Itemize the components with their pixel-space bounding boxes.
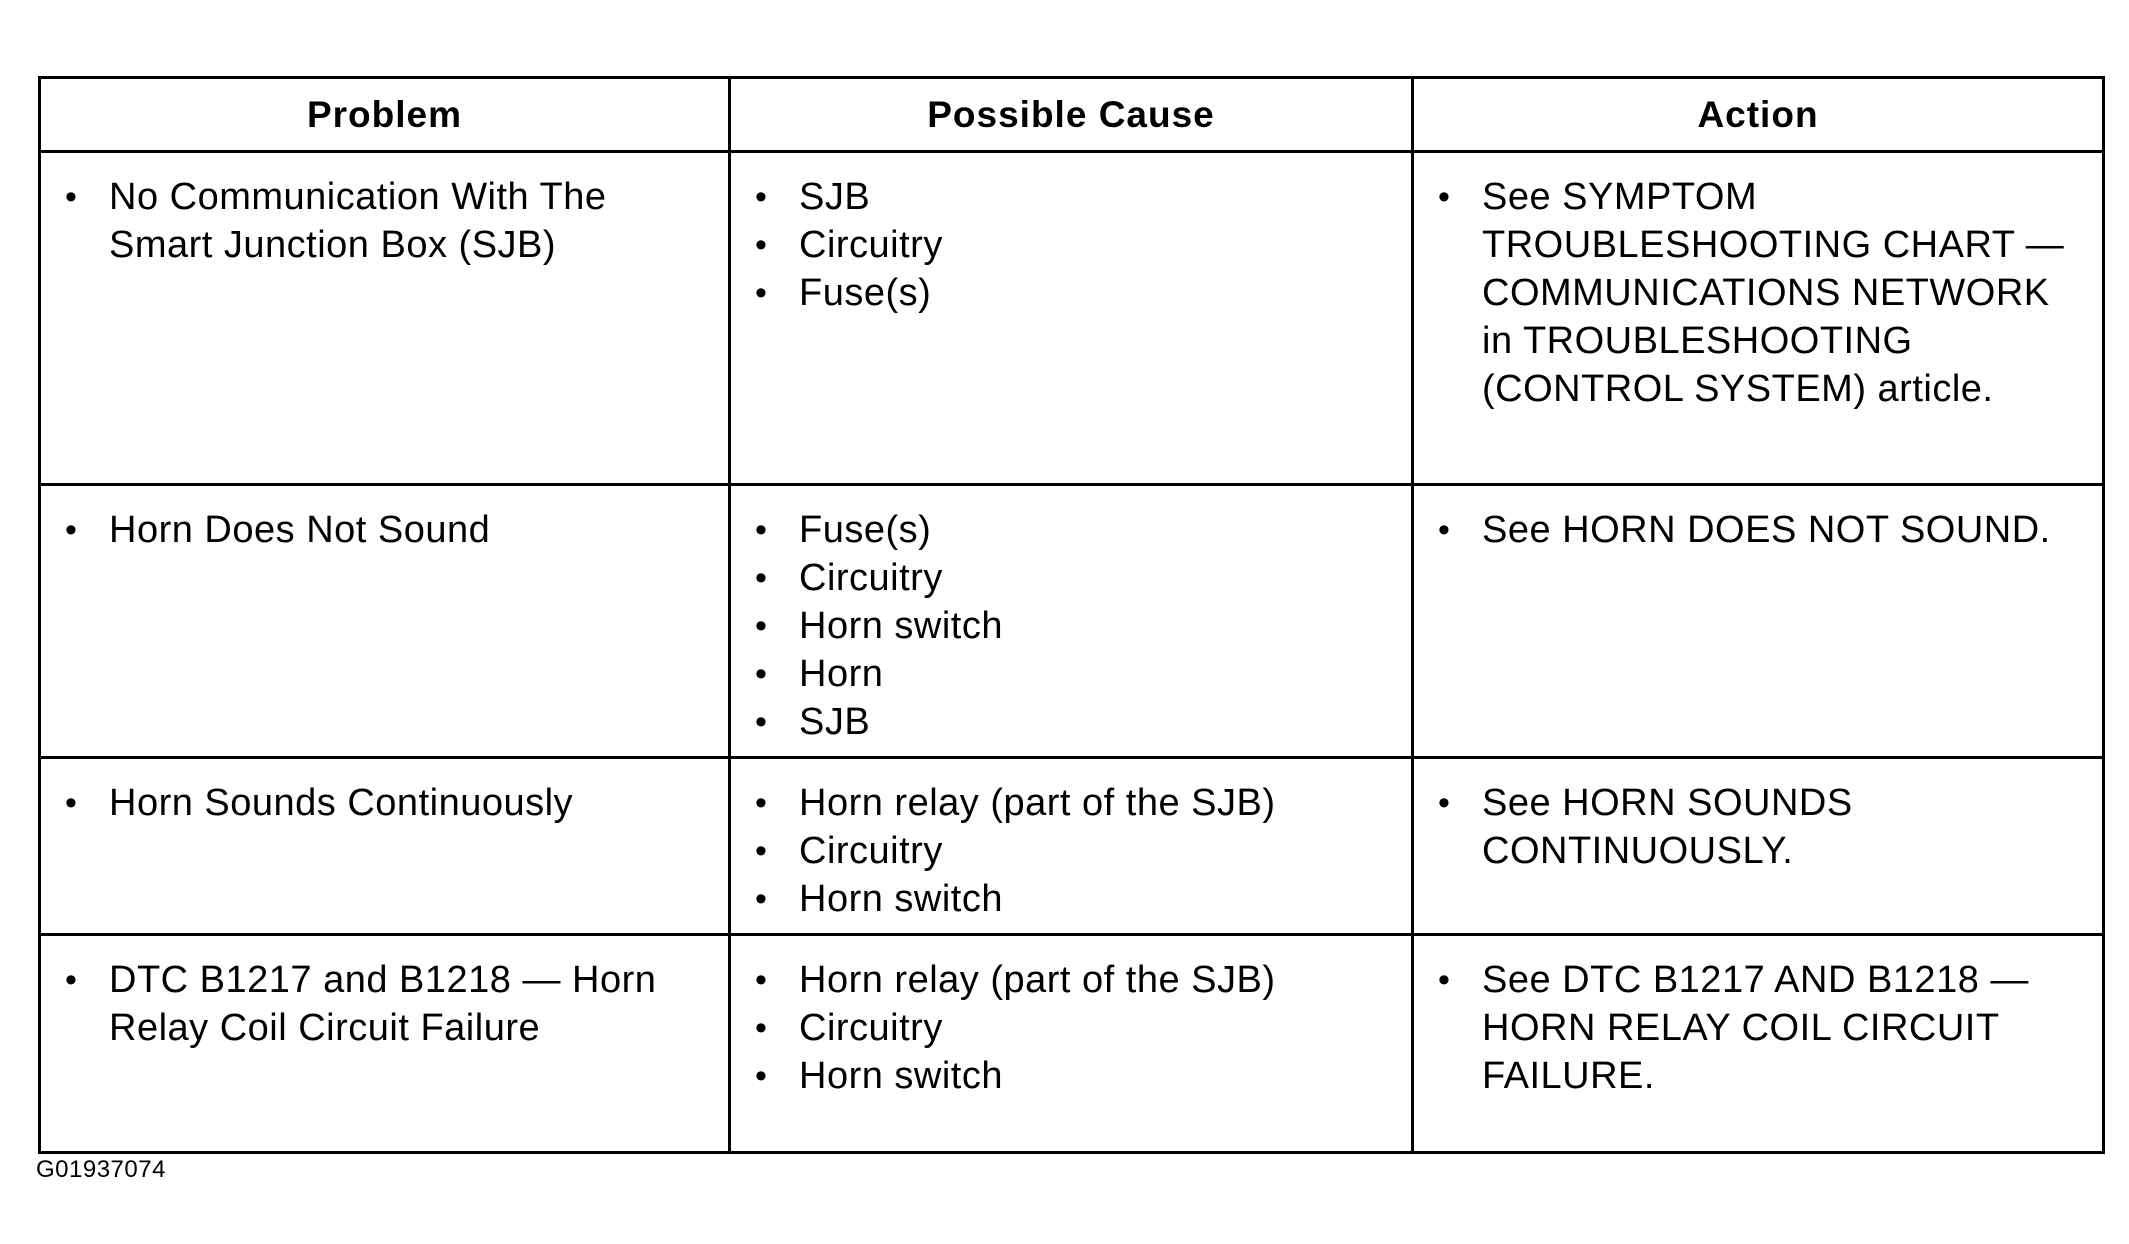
header-action: Action — [1413, 78, 2104, 152]
figure-id: G01937074 — [36, 1156, 166, 1183]
cause-item: • SJB — [743, 173, 1399, 221]
table-row — [40, 152, 2104, 485]
table-row — [40, 485, 2104, 758]
problem-item: • No Communication With The Smart Junction Box (SJB) — [53, 173, 716, 269]
cause-item: • SJB — [743, 698, 1399, 746]
cause-item: • Horn — [743, 650, 1399, 698]
problem-cell — [40, 935, 730, 1153]
action-cell — [1413, 935, 2104, 1153]
problem-cell — [40, 152, 730, 485]
header-row — [40, 78, 2104, 152]
header-problem: Problem — [40, 78, 730, 152]
cause-item: • Fuse(s) — [743, 269, 1399, 317]
cause-cell — [730, 758, 1413, 935]
cause-item: • Circuitry — [743, 1004, 1399, 1052]
action-item: • See HORN SOUNDS CONTINUOUSLY. — [1426, 779, 2090, 875]
action-cell — [1413, 152, 2104, 485]
action-item: • See SYMPTOM TROUBLESHOOTING CHART — COMMUNICATIONS NETWORK in TROUBLESHOOTING (CONTROL SYSTEM) article. — [1426, 173, 2090, 413]
cause-cell — [730, 485, 1413, 758]
cause-item: • Horn relay (part of the SJB) — [743, 779, 1399, 827]
cause-item: • Circuitry — [743, 554, 1399, 602]
action-cell — [1413, 485, 2104, 758]
problem-cell — [40, 758, 730, 935]
cause-item: • Horn switch — [743, 1052, 1399, 1100]
problem-item: • Horn Does Not Sound — [53, 506, 716, 554]
header-possible-cause: Possible Cause — [730, 78, 1413, 152]
cause-item: • Horn switch — [743, 875, 1399, 923]
cause-cell — [730, 935, 1413, 1153]
table-row — [40, 935, 2104, 1153]
action-cell — [1413, 758, 2104, 935]
action-item: • See HORN DOES NOT SOUND. — [1426, 506, 2090, 554]
problem-item: • DTC B1217 and B1218 — Horn Relay Coil Circuit Failure — [53, 956, 716, 1052]
cause-item: • Horn relay (part of the SJB) — [743, 956, 1399, 1004]
table-row — [40, 758, 2104, 935]
cause-item: • Fuse(s) — [743, 506, 1399, 554]
cause-item: • Horn switch — [743, 602, 1399, 650]
problem-cell — [40, 485, 730, 758]
problem-item: • Horn Sounds Continuously — [53, 779, 716, 827]
cause-item: • Circuitry — [743, 827, 1399, 875]
troubleshooting-table — [38, 76, 2105, 1154]
action-item: • See DTC B1217 AND B1218 — HORN RELAY COIL CIRCUIT FAILURE. — [1426, 956, 2090, 1100]
cause-cell — [730, 152, 1413, 485]
cause-item: • Circuitry — [743, 221, 1399, 269]
